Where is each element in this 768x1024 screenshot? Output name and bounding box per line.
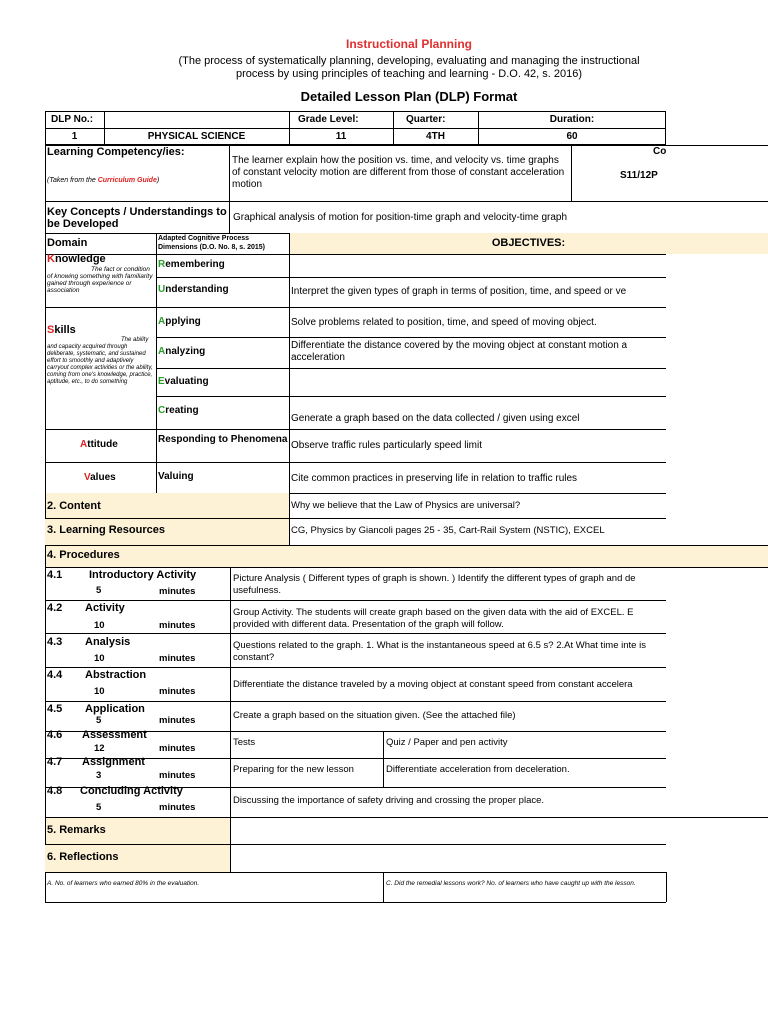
procedure-4-4-minutes-word: minutes: [159, 686, 196, 697]
procedure-4-7-num: 4.7: [47, 756, 63, 768]
procedure-4-2-minutes-word: minutes: [159, 620, 196, 631]
reflections-label: 6. Reflections: [47, 851, 119, 863]
procedure-4-5-num: 4.5: [47, 703, 63, 715]
procedure-4-4-name: Abstraction: [85, 669, 147, 681]
procedure-4-6-num: 4.6: [47, 729, 63, 741]
reflection-a: A. No. of learners who earned 80% in the evaluation.: [47, 880, 200, 887]
values-label: Values: [84, 472, 116, 483]
procedure-4-7-text: Preparing for the new lesson: [233, 764, 354, 775]
procedure-4-1-name: Introductory Activity: [89, 569, 197, 581]
procedure-4-7-text-2: Differentiate acceleration from deceleration.: [386, 764, 570, 775]
procedure-4-6-text-2: Quiz / Paper and pen activity: [386, 737, 508, 748]
procedure-4-2-minutes: 10: [94, 620, 105, 631]
creating-label: Creating: [158, 405, 199, 416]
procedure-4-1-minutes: 5: [96, 585, 102, 596]
procedure-4-3-name: Analysis: [85, 636, 131, 648]
resources-label: 3. Learning Resources: [47, 524, 165, 536]
code-value: S11/12P: [620, 170, 658, 181]
values-objective: Cite common practices in preserving life in relation to traffic rules: [291, 473, 578, 484]
format-title: Detailed Lesson Plan (DLP) Format: [300, 89, 518, 104]
remarks-label: 5. Remarks: [47, 824, 106, 836]
page-title: Instructional Planning: [345, 37, 472, 51]
procedure-4-5-name: Application: [85, 703, 145, 715]
resources-text: CG, Physics by Giancoli pages 25 - 35, Cart-Rail System (NSTIC), EXCEL: [291, 525, 605, 536]
objectives-label: OBJECTIVES:: [491, 237, 566, 249]
procedure-4-3-minutes-word: minutes: [159, 653, 196, 664]
applying-objective: Solve problems related to position, time, and speed of moving object.: [291, 317, 597, 328]
procedure-4-3-num: 4.3: [47, 636, 63, 648]
procedure-4-2-name: Activity: [85, 602, 125, 614]
procedure-4-7-minutes-word: minutes: [159, 770, 196, 781]
curriculum-guide-link[interactable]: Curriculum Guide: [97, 177, 157, 184]
knowledge-description: The fact or condition of knowing something with familiarity gained through experience or association: [47, 266, 153, 294]
procedure-4-8-text: Discussing the importance of safety driving and crossing the proper place.: [233, 795, 545, 806]
cognitive-dimensions-label: Adapted Cognitive Process Dimensions (D.O. No. 8, s. 2015): [158, 235, 265, 251]
reflection-c: C. Did the remedial lessons work? No. of learners who have caught up with the lesson.: [386, 880, 636, 887]
understanding-label: Understanding: [158, 284, 229, 295]
procedure-4-1-minutes-word: minutes: [159, 586, 196, 597]
subject-value: PHYSICAL SCIENCE: [147, 131, 246, 142]
procedures-label: 4. Procedures: [47, 549, 120, 561]
attitude-label: Attitude: [80, 439, 118, 450]
procedure-4-1-text: Picture Analysis ( Different types of graph is shown. ) Identify the different types of graph and de usefulness.: [233, 573, 636, 596]
remembering-label: Remembering: [158, 259, 225, 270]
skills-label: Skills: [47, 324, 76, 336]
procedure-4-2-text: Group Activity. The students will create graph based on the given data with the aid of EXCEL. E provided with different data. Presentation of the graph will follow.: [233, 607, 634, 630]
competency-note: (Taken from the Curriculum Guide): [47, 177, 160, 184]
knowledge-label: Knowledge: [47, 253, 106, 265]
procedures-header-bg: [45, 546, 768, 567]
content-text: Why we believe that the Law of Physics are universal?: [291, 500, 521, 511]
subtitle-line-2: process by using principles of teaching and learning - D.O. 42, s. 2016): [235, 68, 583, 80]
understanding-objective: Interpret the given types of graph in terms of position, time, and speed or ve: [291, 286, 627, 297]
code-label: Co: [653, 146, 667, 157]
creating-objective: Generate a graph based on the data collected / given using excel: [291, 413, 580, 424]
grade-level-label: Grade Level:: [298, 114, 359, 125]
attitude-objective: Observe traffic rules particularly speed limit: [291, 440, 482, 451]
procedure-4-4-num: 4.4: [47, 669, 63, 681]
key-concepts-text: Graphical analysis of motion for position-time graph and velocity-time graph: [233, 212, 568, 223]
procedure-4-7-name: Assignment: [82, 756, 145, 768]
procedure-4-2-num: 4.2: [47, 602, 63, 614]
procedure-4-7-minutes: 3: [96, 770, 102, 781]
subtitle-line-1: (The process of systematically planning, developing, evaluating and managing the instructional: [178, 55, 640, 67]
procedure-4-6-minutes-word: minutes: [159, 743, 196, 754]
procedure-4-8-name: Concluding Activity: [80, 785, 183, 797]
domain-label: Domain: [47, 237, 88, 249]
procedure-4-8-num: 4.8: [47, 785, 63, 797]
duration-label: Duration:: [549, 114, 595, 125]
procedure-4-5-minutes-word: minutes: [159, 715, 196, 726]
procedure-4-8-minutes: 5: [96, 802, 102, 813]
evaluating-label: Evaluating: [158, 376, 209, 387]
procedure-4-5-text: Create a graph based on the situation given. (See the attached file): [233, 710, 516, 721]
competency-label: Learning Competency/ies:: [47, 146, 185, 158]
dlp-no-label: DLP No.:: [51, 114, 94, 125]
procedure-4-3-minutes: 10: [94, 653, 105, 664]
dlp-no-value: 1: [71, 131, 78, 142]
skills-description: The ability and capacity acquired through deliberate, systematic, and sustained effort to smoothly and adaptively carryout complex activities or the ability, coming from one's knowledge, practice, aptitude, etc., to do something: [47, 337, 153, 385]
procedure-4-6-minutes: 12: [94, 743, 105, 754]
page-subtitle: [40, 55, 768, 81]
duration-value: 60: [566, 131, 578, 142]
procedure-4-8-minutes-word: minutes: [159, 802, 196, 813]
procedure-4-4-minutes: 10: [94, 686, 105, 697]
procedure-4-5-minutes: 5: [96, 715, 102, 726]
key-concepts-label: Key Concepts / Understandings to be Developed: [47, 206, 227, 230]
attitude-process: Responding to Phenomena: [158, 434, 288, 445]
grade-level-value: 11: [335, 131, 347, 142]
competency-text: The learner explain how the position vs. time, and velocity vs. time graphs of constant velocity motion are different from those of constant acceleration motion: [232, 155, 565, 190]
analyzing-objective: Differentiate the distance covered by the moving object at constant motion a acceleration: [291, 340, 628, 363]
analyzing-label: Analyzing: [158, 346, 206, 357]
procedure-4-3-text: Questions related to the graph. 1. What is the instantaneous speed at 6.5 s? 2.At What time inte is constant?: [233, 640, 646, 663]
quarter-label: Quarter:: [406, 114, 446, 125]
quarter-value: 4TH: [426, 131, 445, 142]
values-process: Valuing: [158, 471, 194, 482]
procedure-4-6-name: Assessment: [82, 729, 147, 741]
procedure-4-1-num: 4.1: [47, 569, 63, 581]
procedure-4-6-text: Tests: [233, 737, 256, 748]
applying-label: Applying: [158, 316, 201, 327]
procedure-4-4-text: Differentiate the distance traveled by a moving object at constant speed from constant accelera: [233, 679, 633, 690]
content-label: 2. Content: [47, 500, 101, 512]
